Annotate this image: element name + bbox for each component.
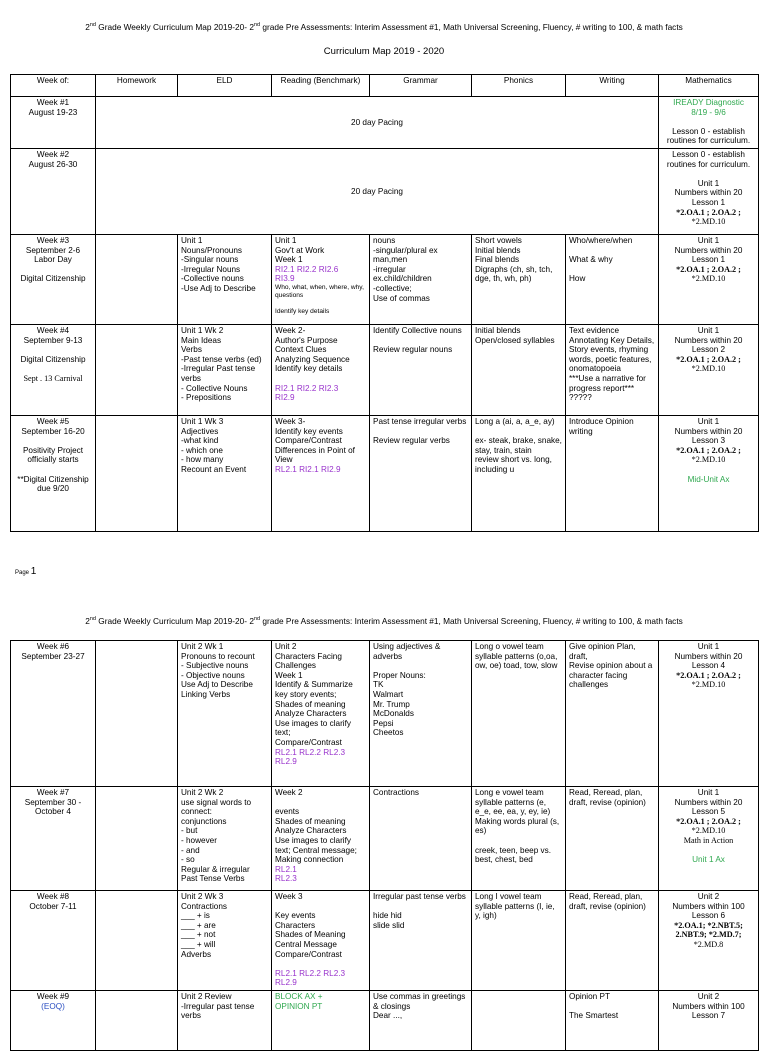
phonics-cell: Short vowels Initial blends Final blends Digraphs (ch, sh, tch, dge, th, wh, ph) [472, 235, 566, 325]
math-cell: IREADY Diagnostic 8/19 - 9/6 Lesson 0 - establish routines for curriculum. [659, 97, 759, 149]
pacing-cell: 20 day Pacing [96, 97, 659, 149]
table-row [11, 891, 759, 991]
phonics-cell: Initial blends Open/closed syllables [472, 325, 566, 416]
phonics-cell: Long a (ai, a, a_e, ay) ex- steak, brake, snake, stay, train, stain review short vs. long, including u [472, 416, 566, 532]
eld-cell: Unit 2 Wk 3 Contractions ___ + is ___ + are ___ + not ___ + will Adverbs [178, 891, 272, 991]
grammar-cell: Past tense irregular verbs Review regular verbs [370, 416, 472, 532]
math-cell: Lesson 0 - establish routines for curriculum. Unit 1 Numbers within 20 Lesson 1 *2.OA.1 ; 2.OA.2 ; *2.MD.10 [659, 149, 759, 235]
eld-cell: Unit 1 Wk 2 Main Ideas Verbs -Past tense verbs (ed) -Irregular Past tense verbs - Collective Nouns - Prepositions [178, 325, 272, 416]
phonics-cell: Long I vowel team syllable patterns (I, ie, y, igh) [472, 891, 566, 991]
math-cell: Unit 1 Numbers within 20 Lesson 2 *2.OA.1 ; 2.OA.2 ; *2.MD.10 [659, 325, 759, 416]
grammar-cell: Contractions [370, 787, 472, 891]
writing-cell: Who/where/when What & why How [566, 235, 659, 325]
page2-header: 2nd Grade Weekly Curriculum Map 2019-20- 2nd grade Pre Assessments: Interim Assessment #1, Math Universal Screening, Fluency, # writing to 100, & math facts [85, 616, 683, 626]
pacing-cell: 20 day Pacing [96, 149, 659, 235]
math-cell: Unit 1 Numbers within 20 Lesson 4 *2.OA.1 ; 2.OA.2 ; *2.MD.10 [659, 641, 759, 787]
grammar-cell: nouns -singular/plural ex man,men -irregular ex.child/children -collective; Use of commas [370, 235, 472, 325]
math-cell: Unit 1 Numbers within 20 Lesson 1 *2.OA.1 ; 2.OA.2 ; *2.MD.10 [659, 235, 759, 325]
reading-cell: Week 2- Author's Purpose Context Clues Analyzing Sequence Identify key details RI2.1 RI2.2 RI2.3 RI2.9 [272, 325, 370, 416]
homework-cell [96, 641, 178, 787]
phonics-cell: Long e vowel team syllable patterns (e, e_e, ee, ea, y, ey, ie) Making words plural (s, es) creek, teen, beep vs. best, chest, bed [472, 787, 566, 891]
page1-subtitle: Curriculum Map 2019 - 2020 [323, 46, 445, 57]
col-grammar: Grammar [370, 75, 472, 97]
week-cell: Week #7 September 30 - October 4 [11, 787, 96, 891]
grammar-cell: Irregular past tense verbs hide hid slide slid [370, 891, 472, 991]
homework-cell [96, 991, 178, 1051]
writing-cell: Text evidence Annotating Key Details, Story events, rhyming words, poetic features, onomatopoeia ***Use a narrative for progress report*** ????? [566, 325, 659, 416]
week-cell: Week #2 August 26-30 [11, 149, 96, 235]
col-writing: Writing [566, 75, 659, 97]
eld-cell: Unit 2 Review -Irregular past tense verbs [178, 991, 272, 1051]
eld-cell: Unit 2 Wk 1 Pronouns to recount - Subjective nouns - Objective nouns Use Adj to Describe Linking Verbs [178, 641, 272, 787]
eld-cell: Unit 1 Wk 3 Adjectives -what kind - which one - how many Recount an Event [178, 416, 272, 532]
homework-cell [96, 235, 178, 325]
week-cell: Week #8 October 7-11 [11, 891, 96, 991]
writing-cell: Give opinion Plan, draft, Revise opinion about a character facing challenges [566, 641, 659, 787]
col-eld: ELD [178, 75, 272, 97]
math-cell: Unit 1 Numbers within 20 Lesson 5 *2.OA.1 ; 2.OA.2 ; *2.MD.10 Math in Action Unit 1 Ax [659, 787, 759, 891]
reading-cell: Unit 1 Gov't at Work Week 1 RI2.1 RI2.2 RI2.6 RI3.9 Who, what, when, where, why, questions Identify key details [272, 235, 370, 325]
reading-cell: Week 3- Identify key events Compare/Contrast Differences in Point of View RL2.1 RI2.1 RI2.9 [272, 416, 370, 532]
curriculum-table-page1 [10, 74, 759, 532]
table-row [11, 416, 759, 532]
table-row [11, 641, 759, 787]
reading-cell: Week 3 Key events Characters Shades of Meaning Central Message Compare/Contrast RL2.1 RL2.2 RL2.3 RL2.9 [272, 891, 370, 991]
page-number: Page 1 [15, 566, 37, 577]
eld-cell: Unit 2 Wk 2 use signal words to connect: conjunctions - but - however - and - so Regular & irregular Past Tense Verbs [178, 787, 272, 891]
week-cell: Week #4 September 9-13 Digital Citizenship Sept . 13 Carnival [11, 325, 96, 416]
writing-cell: Read, Reread, plan, draft, revise (opinion) [566, 891, 659, 991]
col-phonics: Phonics [472, 75, 566, 97]
week-cell: Week #5 September 16-20 Positivity Project officially starts **Digital Citizenship due 9/20 [11, 416, 96, 532]
table-row [11, 149, 759, 235]
table-row [11, 991, 759, 1051]
table-header-row [11, 75, 759, 97]
homework-cell [96, 416, 178, 532]
grammar-cell: Identify Collective nouns Review regular nouns [370, 325, 472, 416]
curriculum-table-page2 [10, 640, 759, 1051]
homework-cell [96, 787, 178, 891]
col-homework: Homework [96, 75, 178, 97]
reading-cell: Unit 2 Characters Facing Challenges Week 1 Identify & Summarize key story events; Shades of meaning Analyze Characters Use images to clarify text; Compare/Contrast RL2.1 RL2.2 RL2.3 RL2.9 [272, 641, 370, 787]
page1-header: 2nd Grade Weekly Curriculum Map 2019-20- 2nd grade Pre Assessments: Interim Assessment #1, Math Universal Screening, Fluency, # writing to 100, & math facts [85, 22, 683, 32]
col-mathematics: Mathematics [659, 75, 759, 97]
writing-cell: Introduce Opinion writing [566, 416, 659, 532]
writing-cell: Opinion PT The Smartest [566, 991, 659, 1051]
table-row [11, 235, 759, 325]
table-row [11, 97, 759, 149]
math-cell: Unit 2 Numbers within 100 Lesson 6 *2.OA.1; *2.NBT.5; 2.NBT.9; *2.MD.7; *2.MD.8 [659, 891, 759, 991]
week-cell: Week #3 September 2-6 Labor Day Digital Citizenship [11, 235, 96, 325]
table-row [11, 325, 759, 416]
eld-cell: Unit 1 Nouns/Pronouns -Singular nouns -Irregular Nouns -Collective nouns -Use Adj to Describe [178, 235, 272, 325]
math-cell: Unit 1 Numbers within 20 Lesson 3 *2.OA.1 ; 2.OA.2 ; *2.MD.10 Mid-Unit Ax [659, 416, 759, 532]
col-week: Week of: [11, 75, 96, 97]
reading-cell: Week 2 events Shades of meaning Analyze Characters Use images to clarify text; Central message; Making connection RL2.1 RL2.3 [272, 787, 370, 891]
math-cell: Unit 2 Numbers within 100 Lesson 7 [659, 991, 759, 1051]
grammar-cell: Use commas in greetings & closings Dear ..., [370, 991, 472, 1051]
week-cell: Week #6 September 23-27 [11, 641, 96, 787]
col-reading: Reading (Benchmark) [272, 75, 370, 97]
phonics-cell: Long o vowel team syllable patterns (o,oa, ow, oe) toad, tow, slow [472, 641, 566, 787]
week-cell: Week #9 (EOQ) [11, 991, 96, 1051]
homework-cell [96, 325, 178, 416]
week-cell: Week #1 August 19-23 [11, 97, 96, 149]
writing-cell: Read, Reread, plan, draft, revise (opinion) [566, 787, 659, 891]
phonics-cell [472, 991, 566, 1051]
table-row [11, 787, 759, 891]
grammar-cell: Using adjectives & adverbs Proper Nouns: TK Walmart Mr. Trump McDonalds Pepsi Cheetos [370, 641, 472, 787]
reading-cell: BLOCK AX + OPINION PT [272, 991, 370, 1051]
homework-cell [96, 891, 178, 991]
